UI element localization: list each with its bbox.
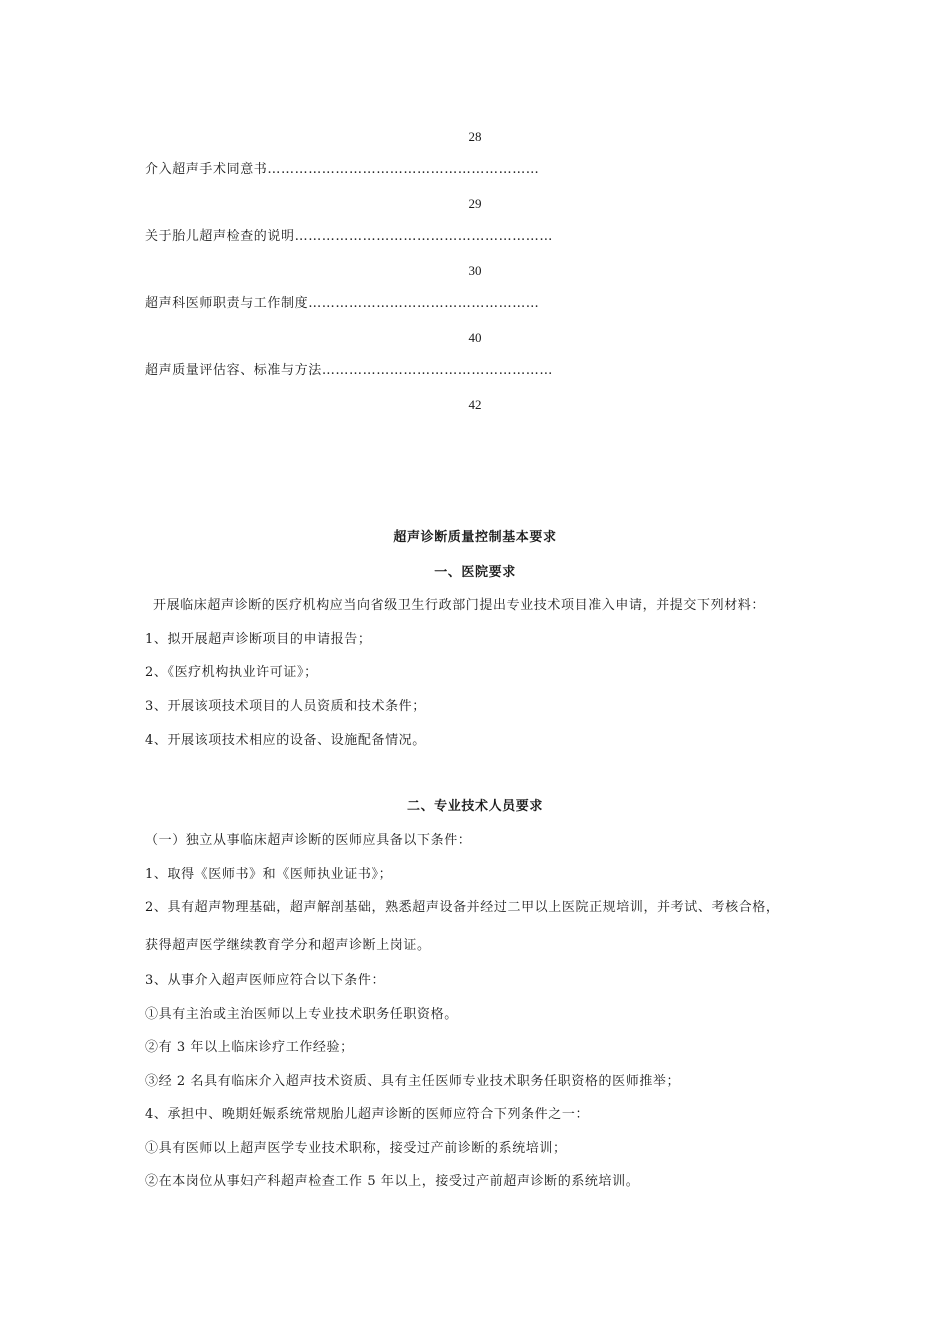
toc-entry[interactable] bbox=[145, 229, 553, 245]
list-item: ②在本岗位从事妇产科超声检查工作 5 年以上，接受过产前超声诊断的系统培训。 bbox=[145, 1174, 640, 1189]
toc-entry-title: 关于胎儿超声检查的说明 bbox=[145, 229, 295, 244]
toc-page-number: 30 bbox=[468, 263, 482, 278]
list-item-continuation: 获得超声医学继续教育学分和超声诊断上岗证。 bbox=[145, 938, 431, 953]
section-heading-hospital: 一、医院要求 bbox=[434, 565, 516, 580]
toc-page-number: 42 bbox=[468, 397, 482, 412]
list-item: 2、具有超声物理基础，超声解剖基础，熟悉超声设备并经过二甲以上医院正规培训，并考试、考核合格， bbox=[145, 900, 780, 915]
list-item: ①具有主治或主治医师以上专业技术职务任职资格。 bbox=[145, 1007, 458, 1022]
list-item: 1、拟开展超声诊断项目的申请报告； bbox=[145, 632, 372, 647]
section-heading-staff: 二、专业技术人员要求 bbox=[406, 799, 543, 814]
toc-entry-title: 介入超声手术同意书 bbox=[145, 162, 268, 177]
toc-leader: …………………………………………… bbox=[308, 296, 540, 311]
list-item: ③经 2 名具有临床介入超声技术资质、具有主任医师专业技术职务任职资格的医师推举； bbox=[145, 1074, 681, 1089]
toc-leader: …………………………………………… bbox=[321, 363, 554, 378]
toc-entry[interactable] bbox=[145, 363, 553, 379]
list-item: ②有 3 年以上临床诊疗工作经验； bbox=[145, 1040, 354, 1055]
toc-entry-title: 超声科医师职责与工作制度 bbox=[145, 296, 309, 311]
list-item: 3、开展该项技术项目的人员资质和技术条件； bbox=[145, 699, 426, 714]
toc-page-number: 28 bbox=[468, 129, 482, 144]
list-item: 4、承担中、晚期妊娠系统常规胎儿超声诊断的医师应符合下列条件之一： bbox=[145, 1107, 590, 1122]
toc-leader: …………………………………………………… bbox=[267, 162, 540, 177]
document-title: 超声诊断质量控制基本要求 bbox=[393, 530, 557, 545]
list-item: 1、取得《医师书》和《医师执业证书》； bbox=[145, 867, 393, 882]
list-item: ①具有医师以上超声医学专业技术职称，接受过产前诊断的系统培训； bbox=[145, 1141, 567, 1156]
subsection-heading: （一）独立从事临床超声诊断的医师应具备以下条件： bbox=[145, 833, 472, 848]
toc-page-number: 40 bbox=[468, 330, 482, 345]
section-intro: 开展临床超声诊断的医疗机构应当向省级卫生行政部门提出专业技术项目准入申请，并提交下列材料： bbox=[153, 598, 766, 613]
list-item: 2、《医疗机构执业许可证》； bbox=[145, 665, 318, 680]
toc-entry[interactable] bbox=[145, 296, 539, 312]
toc-leader: ………………………………………………… bbox=[294, 229, 554, 244]
toc-entry-title: 超声质量评估容、标准与方法 bbox=[145, 363, 322, 378]
toc-page-number: 29 bbox=[468, 196, 482, 211]
toc-entry[interactable] bbox=[145, 162, 539, 178]
list-item: 4、开展该项技术相应的设备、设施配备情况。 bbox=[145, 733, 426, 748]
list-item: 3、从事介入超声医师应符合以下条件： bbox=[145, 973, 386, 988]
